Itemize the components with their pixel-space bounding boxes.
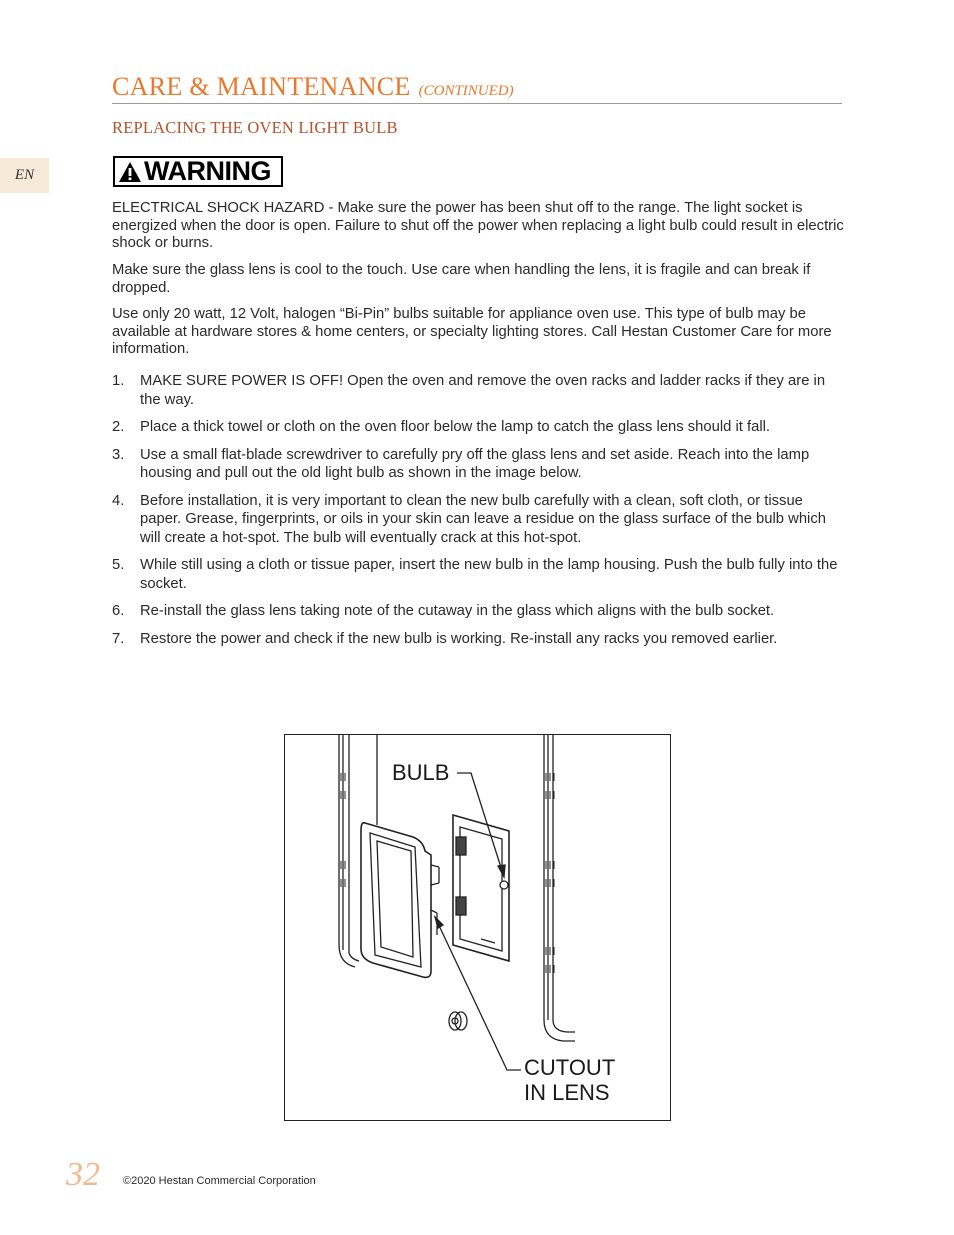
step-number: 7.: [112, 630, 125, 647]
cutout-label-line: CUTOUT: [524, 1055, 616, 1080]
step-text: MAKE SURE POWER IS OFF! Open the oven and remove the oven racks and ladder racks if they are in the way.: [140, 373, 826, 408]
cutout-callout-label: [524, 1055, 615, 1105]
section-continued: (CONTINUED): [418, 83, 514, 99]
list-item: [112, 418, 847, 437]
bulb-replacement-diagram: [284, 734, 671, 1121]
step-number: 6.: [112, 603, 125, 619]
list-item: [112, 446, 847, 483]
step-text: Use a small flat-blade screwdriver to carefully pry off the glass lens and set aside. Reach into the lamp housing and pull out the old light bulb as shown in the image below.: [140, 446, 810, 481]
warning-label: [113, 156, 283, 187]
step-text: Place a thick towel or cloth on the oven floor below the lamp to catch the glass lens should it fall.: [140, 419, 771, 435]
language-label: EN: [14, 167, 35, 183]
step-text: Before installation, it is very important to clean the new bulb carefully with a clean, soft cloth, or tissue paper. Grease, fingerprints, or oils in your skin can leave a residue on the glass surface of the bulb which will create a hot-spot. The bulb will eventually crack at this hot-spot.: [140, 492, 826, 546]
step-number: 5.: [112, 557, 125, 573]
paragraph-text: ELECTRICAL SHOCK HAZARD - Make sure the power has been shut off to the range. The light socket is energized when the door is open. Failure to shut off the power when replacing a light bulb could result in electric shock or burns.: [112, 200, 844, 251]
subsection-title: REPLACING THE OVEN LIGHT BULB: [112, 118, 398, 137]
list-item: [112, 492, 847, 548]
step-number: 3.: [112, 446, 125, 463]
step-text: While still using a cloth or tissue paper, insert the new bulb in the lamp housing. Push the bulb fully into the socket.: [140, 557, 838, 592]
language-tab: [0, 158, 49, 193]
hazard-paragraph: [112, 200, 847, 253]
paragraph-text: Make sure the glass lens is cool to the touch. Use care when handling the lens, it is fragile and can break if dropped.: [112, 262, 811, 296]
list-item: [112, 372, 847, 409]
step-number: 4.: [112, 492, 125, 509]
copyright-notice: ©2020 Hestan Commercial Corporation: [123, 1175, 316, 1187]
step-text: Re-install the glass lens taking note of the cutaway in the glass which aligns with the bulb socket.: [140, 603, 775, 619]
step-text: Restore the power and check if the new bulb is working. Re-install any racks you removed earlier.: [140, 630, 778, 647]
page-number: 32: [66, 1156, 100, 1193]
steps-list: [112, 372, 847, 657]
warning-triangle-icon: [118, 161, 142, 183]
step-number: 2.: [112, 419, 125, 435]
step-number: 1.: [112, 373, 125, 389]
list-item: [112, 602, 847, 621]
warning-word: WARNING: [144, 156, 271, 186]
paragraph-text: Use only 20 watt, 12 Volt, halogen “Bi-Pin” bulbs suitable for appliance oven use. This type of bulb may be available at hardware stores & home centers, or specialty lighting stores. Call Hestan Customer Care for more information.: [112, 306, 832, 357]
section-heading: [112, 72, 842, 104]
cutout-label-line: IN LENS: [524, 1080, 610, 1105]
list-item: [112, 630, 847, 649]
bulb-callout-label: BULB: [392, 760, 450, 785]
bulb-type-paragraph: [112, 306, 847, 359]
section-title: CARE & MAINTENANCE: [112, 72, 411, 101]
lens-paragraph: [112, 262, 847, 297]
list-item: [112, 556, 847, 593]
